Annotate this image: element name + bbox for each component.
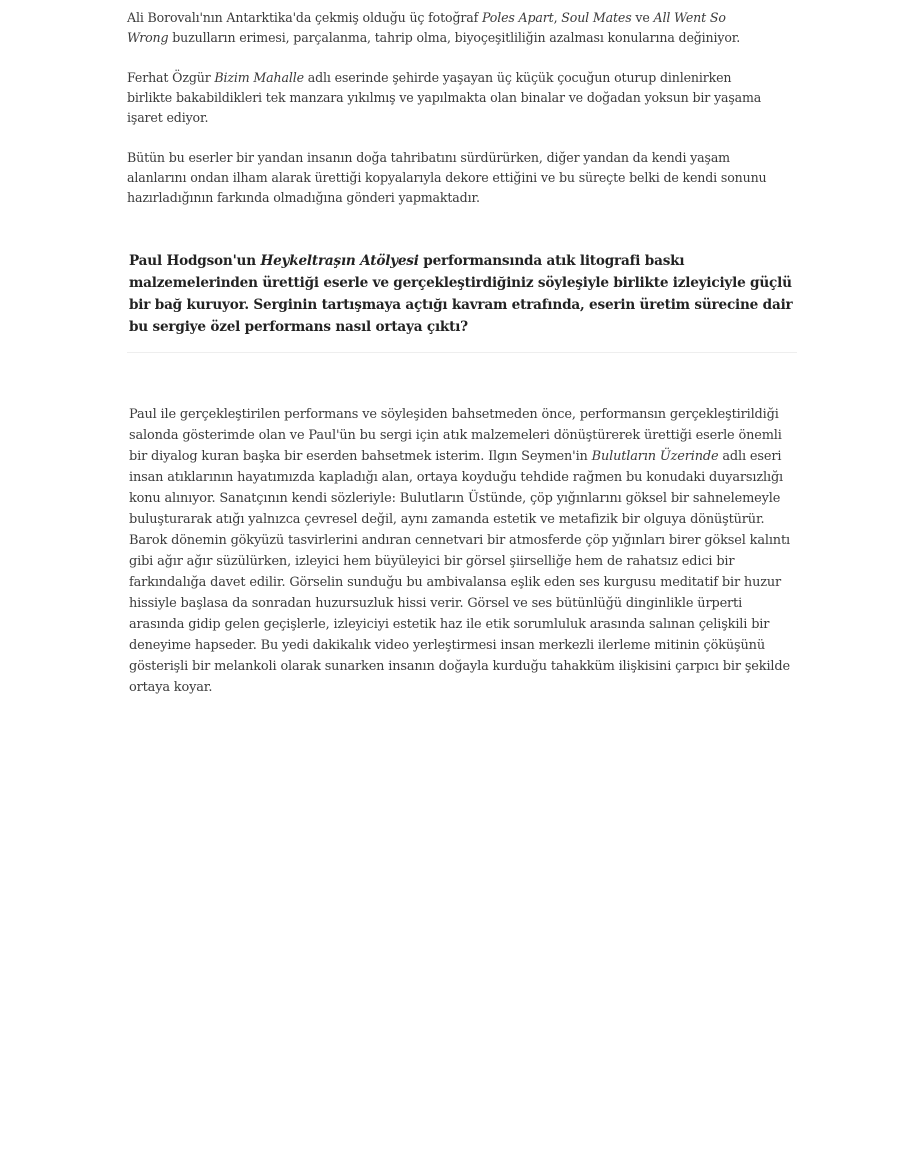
artwork-title-poles-apart: Poles Apart <box>481 10 554 25</box>
paragraph-borovali <box>127 8 767 48</box>
artwork-title-all-went-so-wrong: All Went So Wrong <box>127 10 726 45</box>
section-divider <box>127 352 797 353</box>
artwork-title-bizim-mahalle: Bizim Mahalle <box>214 70 304 85</box>
text-run: buzulların erimesi, parçalanma, tahrip olma, biyoçeşitliliğin azalması konularına değiniyor. <box>168 30 741 45</box>
artwork-title-soul-mates: Soul Mates <box>561 10 632 25</box>
paragraph-summary <box>127 148 777 208</box>
interview-question <box>129 250 793 338</box>
artwork-title-heykeltrasin-atolyesi: Heykeltraşın Atölyesi <box>260 253 419 269</box>
text-run: Bütün bu eserler bir yandan insanın doğa tahribatını sürdürürken, diğer yandan da kendi yaşam alanlarını ondan ilham alarak ürettiği kopyalarıyla dekore ettiğini ve bu süreçte belki de kendi sonunu hazırladığının farkında olmadığına gönderi yapmaktadır. <box>127 150 767 205</box>
text-run: Paul ile gerçekleştirilen performans ve söyleşiden bahsetmeden önce, performansın gerçekleştirildiği salonda gösterimde olan ve Paul'ün bu sergi için atık malzemeleri dönüştürerek ürettiği eserle önemli bir diyalog kuran başka bir eserden bahsetmek isterim. Ilgın Seymen'in <box>129 407 782 464</box>
text-run: performansında atık litografi baskı malzemelerinden ürettiği eserle ve gerçekleştirdiğiniz söyleşiyle birlikte izleyiciyle güçlü bir bağ kuruyor. Serginin tartışmaya açtığı kavram etrafında, eserin üretim sürecine dair bu sergiye özel performans nasıl ortaya çıktı? <box>129 253 793 335</box>
text-run: adlı eseri insan atıklarının hayatımızda kapladığı alan, ortaya koyduğu tehdide rağmen bu konudaki duyarsızlığı konu alınıyor. Sanatçının kendi sözleriyle: Bulutların Üstünde, çöp yığınlarını göksel bir sahnelemeyle buluşturarak atığı yalnızca çevresel değil, aynı zamanda estetik ve metafizik bir olguya dönüştürür. Barok dönemin gökyüzü tasvirlerini andıran cennetvari bir atmosferde çöp yığınları birer göksel kalıntı gibi ağır ağır süzülürken, izleyici hem büyüleyici bir görsel şiirselliğe hem de rahatsız edici bir farkındalığa davet edilir. Görselin sunduğu bu ambivalansa eşlik eden ses kurgusu meditatif bir huzur hissiyle başlasa da sonradan huzursuzluk hissi verir. Görsel ve ses bütünlüğü dinginlikle ürperti arasında gidip gelen geçişlerle, izleyiciyi estetik haz ile etik sorumluluk arasında salınan çelişkili bir deneyime hapseder. Bu yedi dakikalık video yerleştirmesi insan merkezli ilerleme mitinin çöküşünü gösterişli bir melankoli olarak sunarken insanın doğayla kurduğu tahakküm ilişkisini çarpıcı bir şekilde ortaya koyar. <box>129 449 790 695</box>
text-run: Ali Borovalı'nın Antarktika'da çekmiş olduğu üç fotoğraf <box>127 10 482 25</box>
text-run: ve <box>631 10 654 25</box>
artwork-title-bulutlarin-uzerinde: Bulutların Üzerinde <box>591 449 719 464</box>
paragraph-answer <box>129 404 797 698</box>
text-run: Ferhat Özgür <box>127 70 215 85</box>
paragraph-ozgur <box>127 68 767 128</box>
text-run: , <box>553 10 562 25</box>
text-run: adlı eserinde şehirde yaşayan üç küçük çocuğun oturup dinlenirken birlikte bakabildikleri tek manzara yıkılmış ve yapılmakta olan binalar ve doğadan yoksun bir yaşama işaret ediyor. <box>127 70 762 125</box>
text-run: Paul Hodgson'un <box>129 253 261 269</box>
